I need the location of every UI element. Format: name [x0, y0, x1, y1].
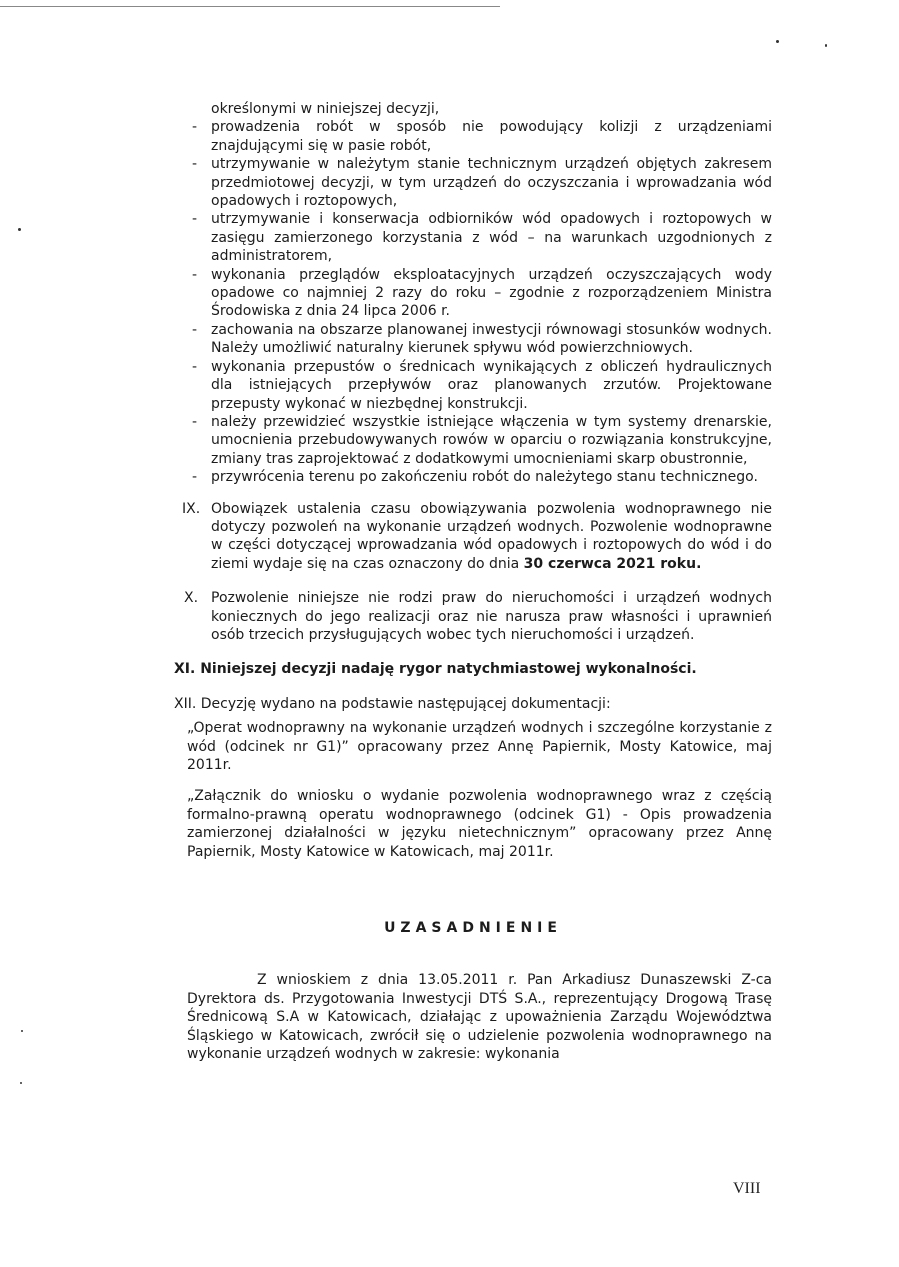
- condition-text: wykonania przeglądów eksploatacyjnych urządzeń oczyszczających wody opadowe co najmniej 2 razy do roku – zgodnie z rozporządzeniem Ministra Środowiska z dnia 24 lipca 2006 r.: [211, 266, 772, 320]
- list-dash: -: [192, 119, 198, 136]
- section-text: Pozwolenie niniejsze nie rodzi praw do nieruchomości i urządzeń wodnych koniecznych do jego realizacji oraz nie narusza praw własności i uprawnień osób trzecich przysługujących wobec tych nieruchomości i urządzeń.: [211, 590, 772, 643]
- documentation-item: „Załącznik do wniosku o wydanie pozwolenia wodnoprawnego wraz z częścią formalno-prawną operatu wodnoprawnego (odcinek G1) - Opis prowadzenia zamierzonej działalności w języku nietechnicznym” opracowany przez Annę Papiernik, Mosty Katowice w Katowicach, maj 2011r.: [187, 788, 772, 860]
- condition-item: [174, 468, 772, 486]
- justification-text: Z wnioskiem z dnia 13.05.2011 r. Pan Arkadiusz Dunaszewski Z-ca Dyrektora ds. Przygotowania Inwestycji DTŚ S.A., reprezentujący Drogową Trasę Średnicową S.A w Katowicach, działając z upoważnienia Zarządu Województwa Śląskiego w Katowicach, zwrócił się o udzielenie pozwolenia wodnoprawnego na wykonanie urządzeń wodnych w zakresie: wykonania: [187, 972, 772, 1063]
- section-text: Obowiązek ustalenia czasu obowiązywania pozwolenia wodnoprawnego nie dotyczy pozwoleń na wykonanie urządzeń wodnych. Pozwolenie wodnoprawne w części dotyczącej wprowadzania wód opadowych i roztopowych do wód i do ziemi wydaje się na czas oznaczony do dnia: [211, 500, 772, 572]
- condition-item: [174, 358, 772, 413]
- scan-top-rule: [0, 6, 500, 7]
- section-xii: [174, 695, 772, 713]
- scan-speck: [18, 228, 21, 231]
- scan-speck: [20, 1082, 22, 1084]
- condition-text: prowadzenia robót w sposób nie powodujący kolizji z urządzeniami znajdującymi się w pasie robót,: [211, 119, 772, 154]
- section-text: Niniejszej decyzji nadaję rygor natychmiastowej wykonalności.: [200, 661, 697, 678]
- justification-heading: UZASADNIENIE: [384, 920, 562, 937]
- document-body: [174, 100, 772, 1063]
- condition-item: [174, 210, 772, 265]
- section-xi: [174, 660, 772, 678]
- list-dash: -: [192, 413, 198, 430]
- list-dash: -: [192, 321, 198, 338]
- list-dash: -: [192, 156, 198, 173]
- condition-item: [174, 266, 772, 321]
- list-dash: -: [192, 358, 198, 375]
- condition-text: zachowania na obszarze planowanej inwestycji równowagi stosunków wodnych. Należy umożliwić naturalny kierunek spływu wód powierzchniowych.: [211, 321, 772, 357]
- condition-text: wykonania przepustów o średnicach wynikających z obliczeń hydraulicznych dla istniejących przepływów oraz planowanych zrzutów. Projektowane przepusty wykonać w niezbędnej konstrukcji.: [211, 358, 772, 412]
- condition-item: [174, 118, 772, 155]
- condition-item: [174, 413, 772, 468]
- condition-text: należy przewidzieć wszystkie istniejące włączenia w tym systemy drenarskie, umocnienia przebudowywanych rowów w oparciu o rozwiązania konstrukcyjne, zmiany tras zaprojektować z dodatkowymi umocnieniami skarp obustronnie,: [211, 413, 772, 467]
- condition-item: [174, 155, 772, 210]
- scan-speck: [21, 1030, 23, 1032]
- page-number: VIII: [733, 1180, 761, 1197]
- section-number: X.: [184, 590, 199, 607]
- section-ix: [174, 500, 772, 574]
- condition-item: [174, 321, 772, 358]
- condition-text: przywrócenia terenu po zakończeniu robót do należytego stanu technicznego.: [211, 469, 758, 486]
- section-number: XII.: [174, 695, 197, 712]
- section-number: IX.: [182, 500, 201, 517]
- section-text: Decyzję wydano na podstawie następującej dokumentacji:: [200, 695, 611, 712]
- list-dash: -: [192, 266, 198, 283]
- section-x: [174, 589, 772, 644]
- section-number: XI.: [174, 661, 196, 678]
- documentation-item: „Operat wodnoprawny na wykonanie urządzeń wodnych i szczególne korzystanie z wód (odcinek nr G1)” opracowany przez Annę Papiernik, Mosty Katowice, maj 2011r.: [187, 720, 772, 773]
- continuation-text: określonymi w niniejszej decyzji,: [211, 101, 440, 117]
- condition-text: utrzymywanie w należytym stanie technicznym urządzeń objętych zakresem przedmiotowej decyzji, w tym urządzeń do oczyszczania i wprowadzania wód opadowych i roztopowych,: [211, 156, 772, 210]
- list-dash: -: [192, 469, 198, 486]
- validity-date: 30 czerwca 2021 roku.: [523, 555, 702, 572]
- conditions-list: [174, 118, 772, 486]
- scan-speck: [825, 44, 827, 47]
- list-dash: -: [192, 211, 198, 228]
- scan-speck: [776, 40, 779, 43]
- condition-text: utrzymywanie i konserwacja odbiorników wód opadowych i roztopowych w zasięgu zamierzonego korzystania z wód – na warunkach uzgodnionych z administratorem,: [211, 211, 772, 265]
